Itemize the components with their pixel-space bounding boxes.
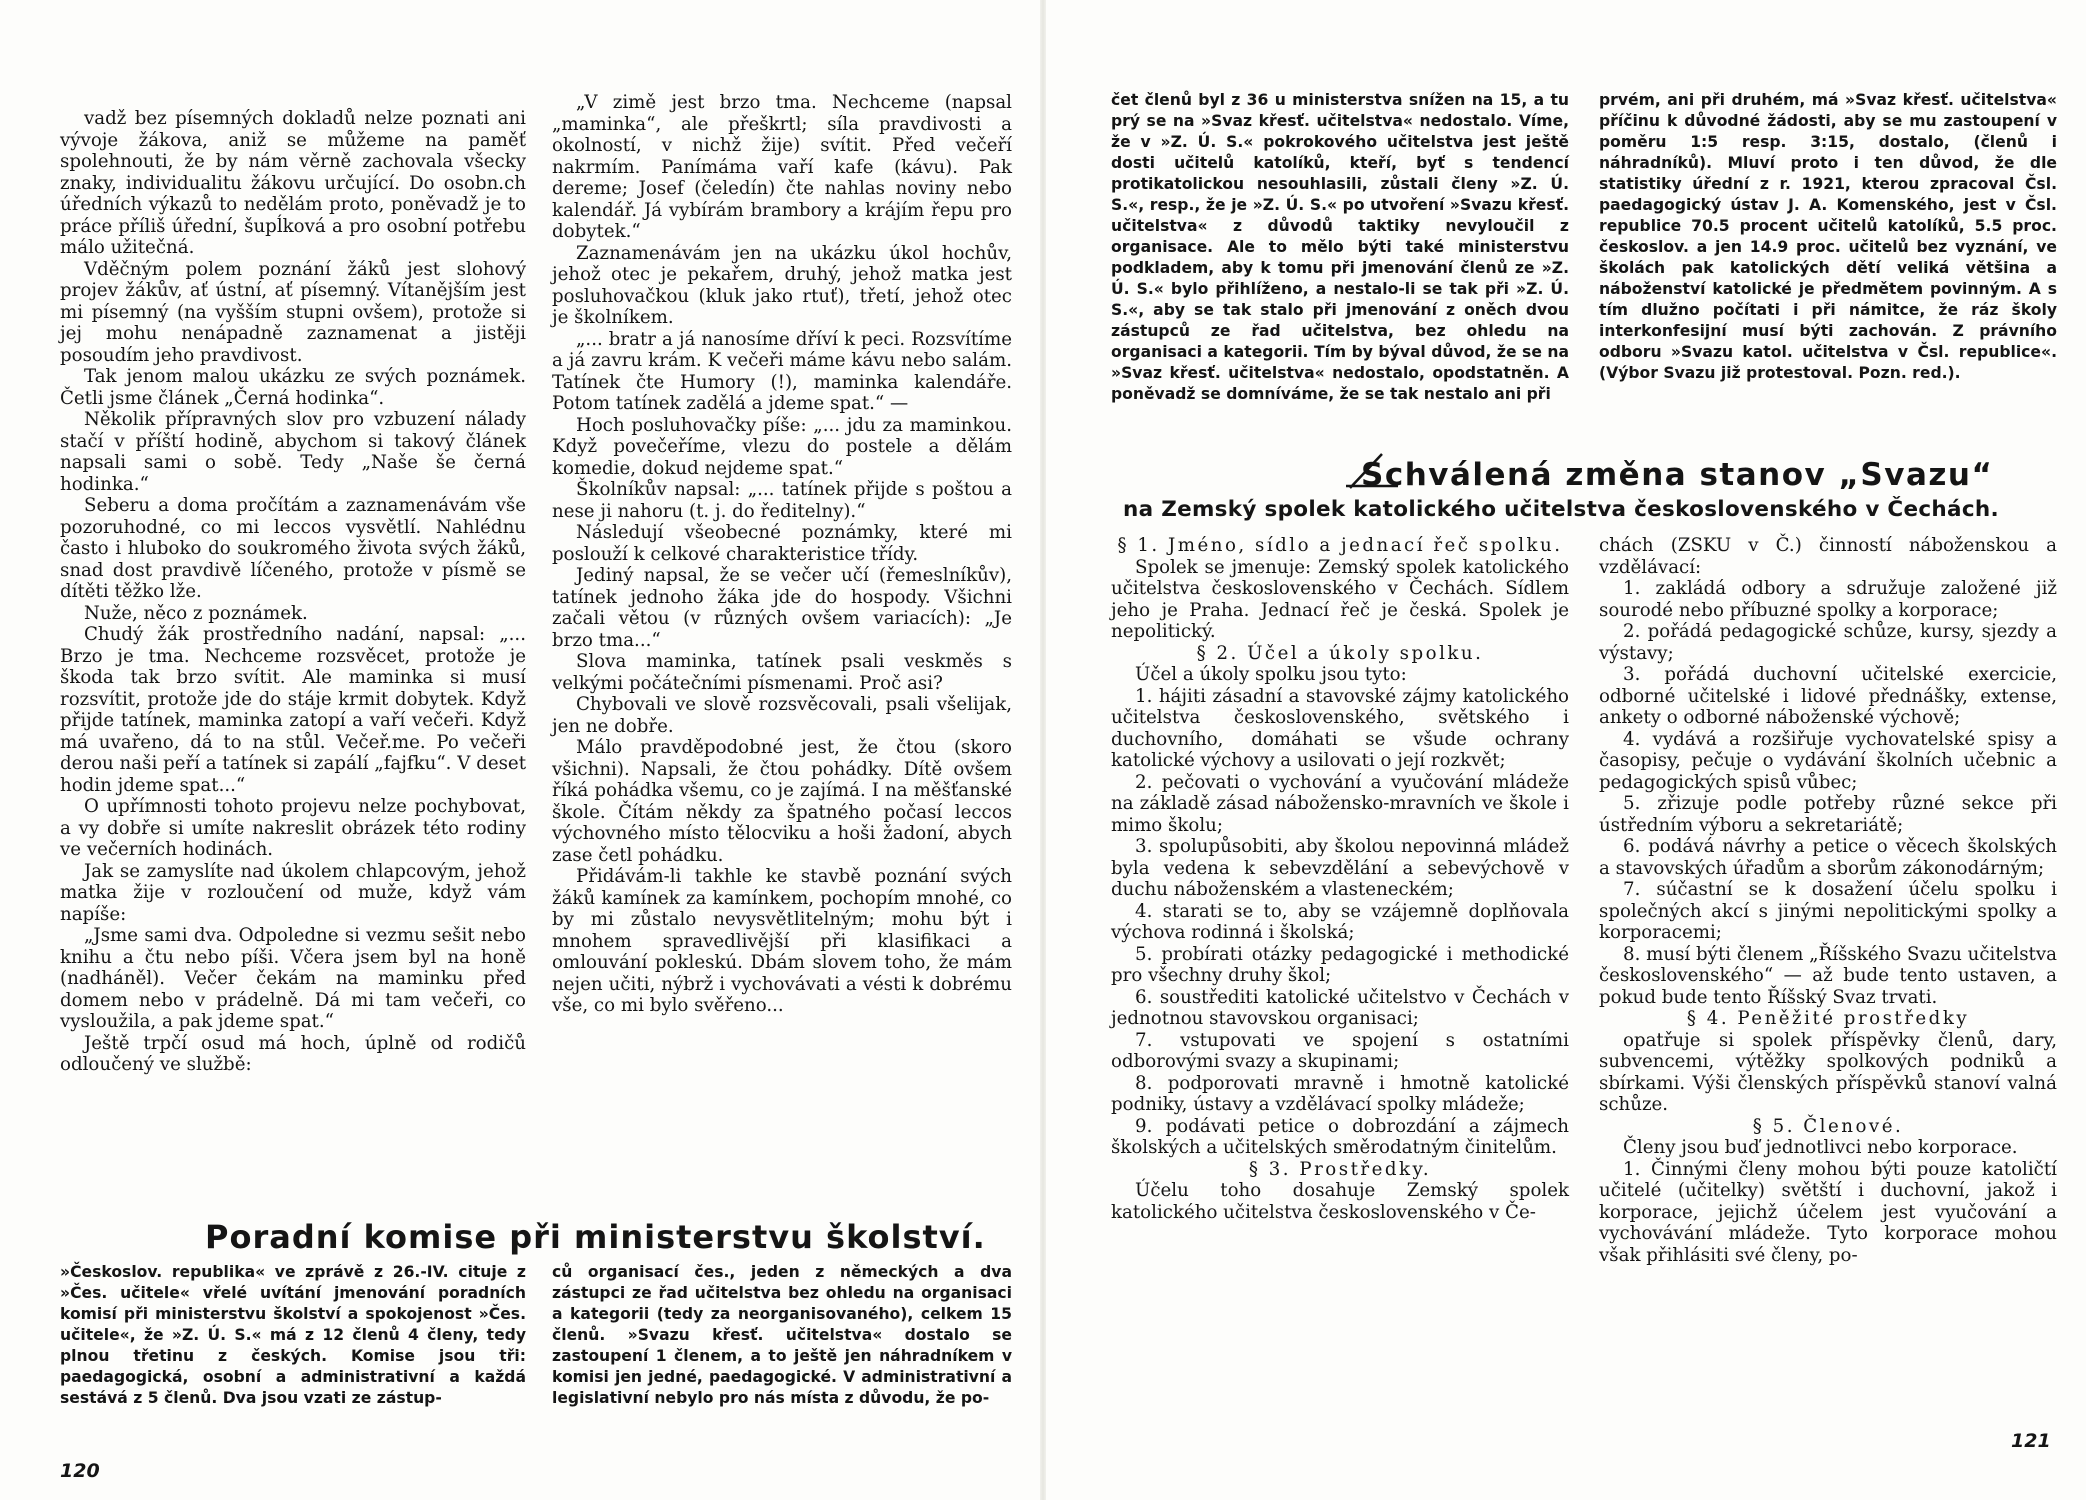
right-column-1 <box>1111 535 1569 1223</box>
paragraph: Spolek se jmenuje: Zemský spolek katolického učitelstva československého v Čechách. Sídlem jeho je Praha. Jednací řeč je česká. Spolek je nepolitický. <box>1111 556 1569 642</box>
right-news-column-2: prvém, ani při druhém, má »Svaz křesť. učitelstva« příčinu k důvodné žádosti, aby se mu zastoupení v poměru 1:5 resp. 3:15, dostalo, (členů i náhradníků). Mluví proto i ten důvod, že dle statistiky úřední z r. 1921, kterou zpracoval Čsl. paedagogický ústav J. A. Komenského, jest v Čsl. republice 70.5 procent učitelů katolíků, 5.5 proc. českoslov. a jen 14.9 proc. učitelů bez vyznání, ve školách pak katolických dětí veliká většina a náboženství katolické je předmětem povinným. A s tím dlužno počítati i při námitce, že ráz školy interkonfesijní musí býti zachován. Z právního odboru »Svazu katol. učitelstva v Čsl. republice«. (Výbor Svazu již protestoval. Pozn. red.). <box>1599 91 2057 382</box>
paragraph: Účelu toho dosahuje Zemský spolek katolického učitelstva československého v Če- <box>1111 1180 1569 1223</box>
paragraph: 1. hájiti zásadní a stavovské zájmy katolického učitelstva československého, světského i duchovního, domáhati se všude ochrany katolické výchovy a usilovati o její rozkvět; <box>1111 685 1569 771</box>
paragraph: 8. musí býti členem „Říšského Svazu učitelstva československého“ — až bude tento ustaven, a pokud bude tento Říšský Svaz trvati. <box>1599 943 2057 1008</box>
paragraph: Hoch posluhovačky píše: „... jdu za maminkou. Když povečeříme, vlezu do postele a dělám komedie, dokud nejdeme spat.“ <box>552 414 1012 479</box>
paragraph: Slova maminka, tatínek psali veskměs s velkými počátečními písmenami. Proč asi? <box>552 651 1012 694</box>
paragraph: 7. súčastní se k dosažení účelu spolku i společných akcí s jinými nepolitickými spolky a korporacemi; <box>1599 879 2057 943</box>
right-column-2 <box>1599 535 2057 1266</box>
paragraph: 1. Činnými členy mohou býti pouze katoličtí učitelé (učitelky) světští i duchovní, jakož i korporace, jejichž účelem jest vyučování a vychovávání mládeže. Tyto korporace mohou však přihlásiti své členy, po- <box>1599 1158 2057 1266</box>
paragraph: 6. podává návrhy a petice o věcech školských a stavovských úřadům a sborům zákonodárným; <box>1599 836 2057 879</box>
paragraph: Zaznamenávám jen na ukázku úkol hochův, jehož otec je pekařem, druhý, jehož matka jest posluhovačkou (kluk jako rtuť), třetí, jehož otec je školníkem. <box>552 242 1012 328</box>
right-news-column-1: čet členů byl z 36 u ministerstva snížen na 15, a tu prý se na »Svaz křesť. učitelstva« nedostalo. Víme, že v »Z. Ú. S.« pokrokového učitelstva jest ještě dosti učitelů katolíků, kteří, byť s tendencí protikatolickou nesouhlasili, zůstali členy »Z. Ú. S.«, resp., že je »Z. Ú. S.« po utvoření »Svazu křesť. učitelstva« z důvodů taktiky nevyloučil z organisace. Ale to mělo býti také ministerstvu podkladem, aby k tomu při jmenování členů ze »Z. Ú. S.« bylo přihlíženo, a nestalo-li se tak při »Z. Ú. S.«, aby se tak stalo při jmenování z oněch dvou zástupců ze řad učitelstva, bez ohledu na organisaci a kategorii. Tím by býval důvod, že se na »Svaz křesť. učitelstva« nedostalo, opodstatněn. A poněvadž se domníváme, že se tak nestalo ani při <box>1111 91 1569 403</box>
paragraph: Jak se zamyslíte nad úkolem chlapcovým, jehož matka žije v rozloučení od muže, když vám napíše: <box>60 860 526 925</box>
paragraph: Seberu a doma pročítám a zaznamenávám vše pozoruhodné, co mi leccos vysvětlí. Nahlédnu často i hluboko do soukromého života svých žáků, snad dost pravdivě líčeného, protože v písmě se dítěti těžko lže. <box>60 495 526 602</box>
paragraph: „V zimě jest brzo tma. Nechceme (napsal „maminka“, ale přeškrtl; síla pravdivosti a okolností, v nichž žije) svítit. Před večeří nakrmím. Panímáma vaří kafe (kávu). Pak dereme; Josef (čeledín) čte nahlas noviny nebo kalendář. Já vybírám brambory a krájím řepu pro dobytek.“ <box>552 92 1012 242</box>
paragraph: 7. vstupovati ve spojení s ostatními odborovými svazy a skupinami; <box>1111 1029 1569 1072</box>
paragraph: Nuže, něco z poznámek. <box>84 602 308 624</box>
paragraph: Ještě trpčí osud má hoch, úplně od rodičů odloučený ve službě: <box>60 1032 526 1075</box>
paragraph: 6. soustřediti katolické učitelstvo v Čechách v jednotnou stavovskou organisaci; <box>1111 986 1569 1029</box>
paragraph: Členy jsou buď jednotlivci nebo korporace. <box>1623 1137 2018 1158</box>
section-heading: § 4. Peněžité prostředky <box>1686 1008 1970 1029</box>
left-headline: Poradní komise při ministerstvu školství. <box>205 1218 986 1256</box>
paragraph: Školníkův napsal: „... tatínek přijde s poštou a nese ji nahoru (t. j. do ředitelny).“ <box>552 479 1012 522</box>
right-page <box>1043 0 2086 1500</box>
paragraph: Několik přípravných slov pro vzbuzení nálady stačí v příští hodině, abychom si takový článek napsali sami o sobě. Tedy „Naše še černá hodinka.“ <box>60 409 526 495</box>
paragraph: Vděčným polem poznání žáků jest slohový projev žákův, ať ústní, ať písemný. Vítanějším jest mi písemný (na vyšším stupni ovšem), protože si jej mohu nenápadně zaznamenat a jistěji posoudím jeho pravdivost. <box>60 258 526 366</box>
section-heading: § 2. Účel a úkoly spolku. <box>1196 642 1484 664</box>
statute-subheadline: na Zemský spolek katolického učitelstva československého v Čechách. <box>1123 497 1999 522</box>
paragraph: Jediný napsal, že se večer učí (řemeslníkův), tatínek jednoho žáka jde do hospody. Všichni začali větou (v různých ovšem variacích): „Je brzo tma...“ <box>552 565 1012 651</box>
paragraph: 5. probírati otázky pedagogické i methodické pro všechny druhy škol; <box>1111 943 1569 986</box>
section-heading: § 1. Jméno, sídlo a jednací řeč spolku. <box>1117 535 1563 556</box>
paragraph: Účel a úkoly spolku jsou tyto: <box>1135 664 1407 685</box>
paragraph: 3. pořádá duchovní učitelské exercicie, odborné učitelské i lidové přednášky, extense, ankety o odborné náboženské výchově; <box>1599 664 2057 728</box>
paragraph: 8. podporovati mravně i hmotně katolické podniky, ústavy a vzdělávací spolky mládeže; <box>1111 1072 1569 1115</box>
paragraph: „... bratr a já nanosíme dříví k peci. Rozsvítíme a já zavru krám. K večeři máme kávu nebo salám. Tatínek čte Humory (!), maminka kalendáře. Potom tatínek zadělá a jdeme spat.“ — <box>552 328 1012 414</box>
news-column-1: »Českoslov. republika« ve zprávě z 26.-IV. cituje z »Čes. učitele« vřelé uvítání jmenování poradních komisí při ministerstvu školství a spokojenost »Čes. učitele«, že »Z. Ú. S.« má z 12 členů 4 členy, tedy plnou třetinu z českých. Komise jsou tři: paedagogická, osobní a administrativní a každá sestává z 5 členů. Dva jsou vzati ze zástup- <box>60 1263 526 1407</box>
paragraph: 1. zakládá odbory a sdružuje založené již sourodé nebo příbuzné spolky a korporace; <box>1599 578 2057 621</box>
paragraph: Chudý žák prostředního nadání, napsal: „... Brzo je tma. Nechceme rozsvěcet, protože je škoda tak brzo svítit. Ale maminka si musí rozsvítit, protože jde do stáje krmit dobytek. Když přijde tatínek, maminka zatopí a vaří večeři. Když má uvařeno, dá to na stůl. Večeř.me. Po večeři derou naši peří a tatínek si zapálí „fajfku“. V deset hodin jdeme spat...“ <box>60 624 526 796</box>
left-column-2 <box>552 92 1012 1017</box>
page-number-right: 121 <box>2011 1430 2051 1452</box>
paragraph: Následují všeobecné poznámky, které mi poslouží k celkové charakteristice třídy. <box>552 522 1012 565</box>
paragraph: 2. pečovati o vychování a vyučování mládeže na základě zásad nábožensko-mravních ve škole i mimo školu; <box>1111 771 1569 836</box>
paragraph: O upřímnosti tohoto projevu nelze pochybovat, a vy dobře si umíte nakreslit obrázek této rodiny ve večerních hodinách. <box>60 796 526 860</box>
paragraph: opatřuje si spolek příspěvky členů, dary, subvencemi, výtěžky spolkových podniků a sbírkami. Výši členských příspěvků stanoví valná schůze. <box>1599 1029 2057 1115</box>
paragraph: 5. zřizuje podle potřeby různé sekce při ústředním výboru a sekretariátě; <box>1599 793 2057 836</box>
paragraph: 4. starati se to, aby se vzájemně doplňovala výchova rodinná i školská; <box>1111 900 1569 943</box>
paragraph: 9. podávati petice o dobrozdání a zájmech školských a učitelských směrodatným činitelům. <box>1111 1115 1569 1158</box>
paragraph: 2. pořádá pedagogické schůze, kursy, sjezdy a výstavy; <box>1599 621 2057 664</box>
paragraph: „Jsme sami dva. Odpoledne si vezmu sešit nebo knihu a čtu nebo píši. Včera jsem byl na honě (nadháněl). Večer čekám na maminku před domem nebo v prádelně. Dá mi tam večeři, co vysloužila, a pak jdeme spat.“ <box>60 925 526 1032</box>
statute-headline: Schválená změna stanov „Svazu“ <box>1361 457 1994 493</box>
paragraph: Málo pravděpodobné jest, že čtou (skoro všichni). Napsali, že čtou pohádky. Dítě ovšem říká pohádka všemu, co je zajímá. I na měšťanské škole. Čítám někdy za špatného počasí leccos výchovného místo tělocviku a hoši žadoní, abych zase četl pohádku. <box>552 737 1012 866</box>
section-heading: § 3. Prostředky. <box>1248 1158 1432 1180</box>
paragraph: Chybovali ve slově rozsvěcovali, psali všelijak, jen ne dobře. <box>552 694 1012 737</box>
paragraph: 3. spolupůsobiti, aby školou nepovinná mládež byla vedena k sebevzdělání a sebevýchově v duchu náboženském a vlasteneckém; <box>1111 836 1569 900</box>
paragraph: vadž bez písemných dokladů nelze poznati ani vývoje žákova, aniž se můžeme na paměť spolehnouti, že by nám věrně zachovala všecky znaky, individualitu žákovu určující. Do osobn.ch úředních výkazů to nedělám proto, poněvadž je to práce příliš úřední, šupĺková a pro osobní potřebu málo užitečná. <box>60 108 526 258</box>
paragraph: Přidávám-li takhle ke stavbě poznání svých žáků kamínek za kamínkem, pochopím mnohé, co by mi zůstalo nevysvětlitelným; mohu být i mnohem spravedlivější při klasifikaci a omlouvání pokleskú. Dbám slovem toho, že mám nejen učiti, nýbrž i vychovávati a vésti k dobrému vše, co mi bylo svěřeno... <box>552 866 1012 1016</box>
left-column-1 <box>60 108 526 1076</box>
news-column-2: ců organisací čes., jeden z německých a dva zástupci ze řad učitelstva bez ohledu na organisaci a kategorii (tedy za neorganisovaného), celkem 15 členů. »Svazu křesť. učitelstva« dostalo se zastoupení 1 členem, a to ještě jen náhradníkem v komisi jen jedné, paedagogické. V administrativní a legislativní nebylo pro nás místa z důvodu, že po- <box>552 1263 1012 1407</box>
section-heading: § 5. Členové. <box>1752 1115 1904 1137</box>
page-number-left: 120 <box>60 1460 100 1482</box>
paragraph: Tak jenom malou ukázku ze svých poznámek. Četli jsme článek „Černá hodinka“. <box>60 366 526 409</box>
paragraph: chách (ZSKU v Č.) činností náboženskou a vzdělávací: <box>1599 535 2057 578</box>
paragraph: 4. vydává a rozšiřuje vychovatelské spisy a časopisy, pečuje o vydávání školních učebnic a pedagogických spisů vůbec; <box>1599 728 2057 793</box>
